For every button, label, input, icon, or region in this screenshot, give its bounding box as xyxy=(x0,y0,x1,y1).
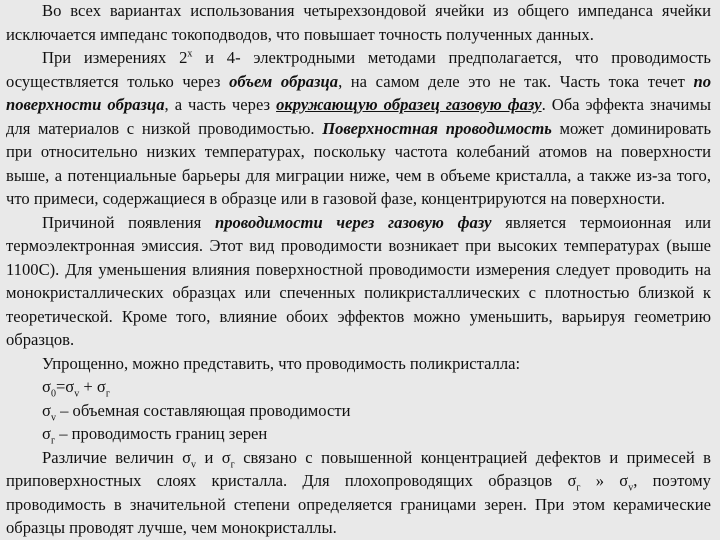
document-body xyxy=(6,0,711,540)
term-volume: объем образца xyxy=(229,71,339,91)
term-surface: по поверхности образца xyxy=(6,71,712,114)
paragraph-difference: Различие величин $\sigma_v$ и $\sigma_г$ связано с повышенной концентрацией дефектов и примесей в приповерхностных слоях кристалла. Для плохопроводящих образцов $\sigma_г$ » $\sigma_v$, поэтому проводимость в значительной степени определяется границами зерен. При этом керамические образцы проводят лучше, чем монокристаллы. xyxy=(6,447,711,537)
formula-total: $\sigma_0=\sigma_v + \sigma_г$ xyxy=(42,377,110,400)
paragraph-electrode-methods: При измерениях $2^х$ и 4- электродными методами предполагается, что проводимость осуществляется только через объем образца, на самом деле это не так. Часть тока течет по поверхности образца, а часть через окружающую образец газовую фазу. Оба эффекта значимы для материалов с низкой проводимостью. Поверхностная проводимость может доминировать при относительно низких температурах, поскольку частота колебаний атомов на поверхности выше, а потенциальные барьеры для миграции ниже, чем в объеме кристалла, а также из-за того, что примеси, содержащиеся в образце или в газовой фазе, концентрируются на поверхности. xyxy=(6,48,712,208)
paragraph-simplified: Упрощенно, можно представить, что проводимость поликристалла: xyxy=(42,353,521,373)
formula-volume: $\sigma_v$ – объемная составляющая проводимости xyxy=(42,400,351,423)
term-gas-conductivity: проводимости через газовую фазу xyxy=(214,212,492,232)
paragraph-gas-phase: Причиной появления проводимости через газовую фазу является термоионная или термоэлектронная эмиссия. Этот вид проводимости возникает при высоких температурах (выше 1100С). Для уменьшения влияния поверхностной проводимости измерения следует проводить на монокристаллических образцах или спеченных поликристаллических с плотностью близкой к теоретической. Кроме того, влияние обоих эффектов можно уменьшить, варьируя геометрию образцов. xyxy=(6,212,711,349)
term-surface-conductivity: Поверхностная проводимость xyxy=(322,118,552,138)
formula-grain: $\sigma_г$ – проводимость границ зерен xyxy=(42,424,268,447)
paragraph-impedance: Во всех вариантах использования четырехзондовой ячейки из общего импеданса ячейки исключается импеданс токоподводов, что повышает точность полученных данных. xyxy=(6,1,711,44)
term-gas-phase: окружающую образец газовую фазу xyxy=(276,95,542,114)
